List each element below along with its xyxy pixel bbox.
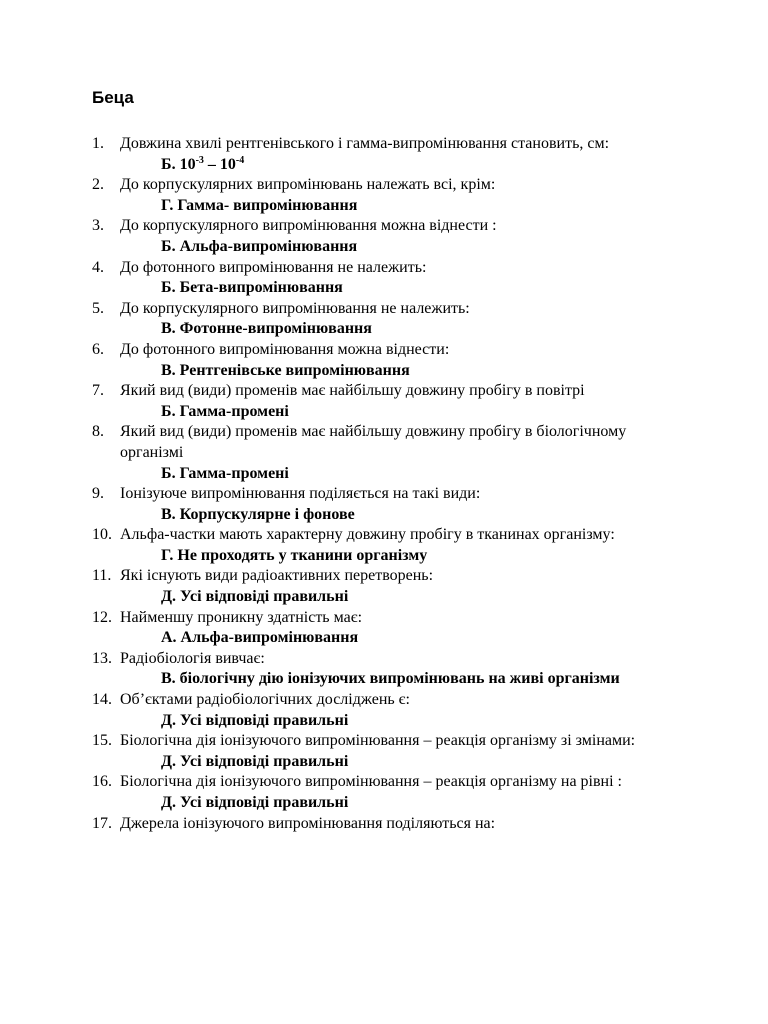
- question-number: 15.: [92, 732, 112, 750]
- question-text: До корпускулярного випромінювання можна віднести :: [120, 217, 497, 235]
- question-number: 1.: [92, 135, 104, 152]
- question-number: 2.: [92, 176, 104, 194]
- answer-text: Б. Бета-випромінювання: [161, 279, 343, 297]
- question-number: 3.: [92, 217, 104, 235]
- question-text: Біологічна дія іонізуючого випромінювання – реакція організму зі змінами:: [120, 732, 636, 750]
- question-number: 7.: [92, 382, 104, 400]
- question-text: Довжина хвилі рентгенівського і гамма-випромінювання становить, см:: [120, 135, 610, 152]
- question-text: Найменшу проникну здатність має:: [120, 608, 363, 626]
- question-item: [92, 216, 692, 237]
- question-number: 6.: [92, 340, 104, 358]
- question-item: [92, 422, 692, 463]
- question-item: [92, 772, 692, 793]
- question-number: 8.: [92, 423, 104, 441]
- question-text: До фотонного випромінювання можна віднести:: [120, 340, 450, 358]
- answer-text: Г. Гамма- випромінювання: [161, 196, 358, 214]
- question-number: 17.: [92, 814, 112, 832]
- answer-text: А. Альфа-випромінювання: [161, 629, 359, 647]
- question-item: [92, 608, 692, 629]
- question-text: Який вид (види) променів має найбільшу довжину пробігу в біологічному організмі: [120, 423, 627, 461]
- answer-text: Д. Усі відповіді правильні: [161, 752, 349, 770]
- question-number: 11.: [92, 567, 112, 585]
- answer-text: В. Фотонне-випромінювання: [161, 320, 372, 338]
- question-text: Об’єктами радіобіологічних досліджень є:: [120, 691, 410, 709]
- question-number: 9.: [92, 485, 104, 503]
- answer-text: В. біологічну дію іонізуючих випромінювань на живі організми: [161, 670, 620, 688]
- question-item: [92, 299, 692, 320]
- question-number: 10.: [92, 526, 112, 544]
- question-text: Іонізуюче випромінювання поділяється на такі види:: [120, 485, 481, 503]
- question-item: [92, 566, 692, 587]
- question-text: Радіобіологія вивчає:: [120, 649, 265, 667]
- question-number: 4.: [92, 258, 104, 276]
- question-item: [92, 484, 692, 505]
- question-number: 13.: [92, 649, 112, 667]
- question-item: [92, 731, 692, 752]
- question-text: Які існують види радіоактивних перетворень:: [120, 567, 434, 585]
- question-text: До корпускулярних випромінювань належать всі, крім:: [120, 176, 496, 194]
- question-item: [92, 525, 692, 546]
- answer-text: Д. Усі відповіді правильні: [161, 794, 349, 811]
- question-item: [92, 134, 692, 155]
- question-number: 16.: [92, 773, 112, 791]
- question-text: До фотонного випромінювання не належить:: [120, 258, 427, 276]
- question-text: Біологічна дія іонізуючого випромінювання – реакція організму на рівні :: [120, 773, 622, 791]
- answer-text: Б. Альфа-випромінювання: [161, 237, 358, 255]
- question-item: [92, 814, 692, 835]
- answer-text: Д. Усі відповіді правильні: [161, 711, 349, 729]
- answer-text: В. Корпускулярне і фонове: [161, 505, 355, 523]
- question-list: [92, 134, 692, 834]
- question-item: [92, 175, 692, 196]
- answer-text: В. Рентгенівське випромінювання: [161, 361, 410, 379]
- question-item: [92, 381, 692, 402]
- question-number: 12.: [92, 608, 112, 626]
- question-text: Який вид (види) променів має найбільшу довжину пробігу в повітрі: [120, 382, 585, 400]
- question-number: 14.: [92, 691, 112, 709]
- question-item: [92, 649, 692, 670]
- answer-text: Б. $10^{-3} - 10^{-4}$: [161, 154, 245, 173]
- answer-text: Б. Гамма-промені: [161, 402, 289, 420]
- question-item: [92, 690, 692, 711]
- question-item: [92, 340, 692, 361]
- question-text: До корпускулярного випромінювання не належить:: [120, 299, 470, 317]
- document-title: Беца: [92, 88, 134, 107]
- question-item: [92, 258, 692, 279]
- answer-text: Б. Гамма-промені: [161, 464, 289, 482]
- question-number: 5.: [92, 299, 104, 317]
- question-text: Альфа-частки мають характерну довжину пробігу в тканинах організму:: [120, 526, 615, 544]
- answer-text: Д. Усі відповіді правильні: [161, 588, 349, 606]
- question-text: Джерела іонізуючого випромінювання поділяються на:: [120, 814, 496, 832]
- answer-text: Г. Не проходять у тканини організму: [161, 546, 428, 564]
